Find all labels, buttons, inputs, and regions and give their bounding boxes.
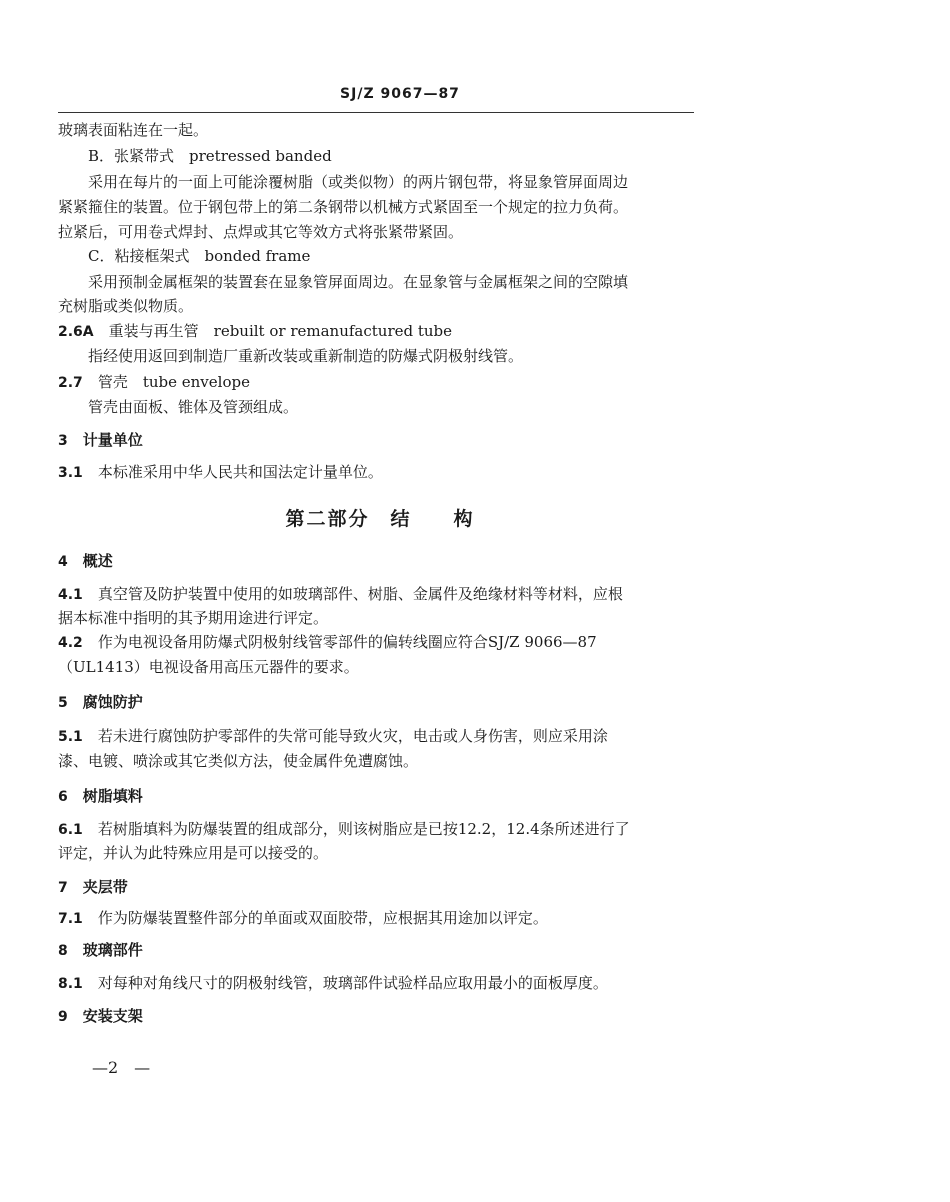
clause-number: 3.1: [58, 465, 83, 481]
clause-text: 对每种对角线尺寸的阴极射线管，玻璃部件试验样品应取用最小的面板厚度。: [97, 974, 608, 992]
section-number: 6: [58, 789, 68, 805]
clause-2-7: [58, 372, 250, 393]
clause-number: 5.1: [58, 729, 83, 745]
section-title: 腐蚀防护: [82, 693, 143, 711]
header-rule: [58, 112, 694, 113]
page-number: —2 —: [92, 1058, 151, 1077]
clause-number: 6.1: [58, 822, 83, 838]
section-title: 安装支架: [82, 1007, 143, 1025]
section-8-heading: [58, 940, 143, 961]
clause-text: 若树脂填料为防爆装置的组成部分，则该树脂应是已按12.2，12.4条所述进行了: [97, 820, 630, 838]
clause-text: 真空管及防护装置中使用的如玻璃部件、树脂、金属件及绝缘材料等材料，应根: [97, 585, 623, 603]
subclause-c: C．粘接框架式 bonded frame: [88, 247, 311, 265]
document-code-header: SJ/Z 9067—87: [340, 86, 460, 102]
clause-text: 作为电视设备用防爆式阴极射线管零部件的偏转线圈应符合SJ/Z 9066—87: [97, 633, 597, 651]
section-9-heading: [58, 1006, 143, 1027]
clause-text: 重装与再生管 rebuilt or remanufactured tube: [108, 322, 453, 340]
section-title: 玻璃部件: [82, 941, 143, 959]
clause-number: 8.1: [58, 976, 83, 992]
clause-7-1: [58, 908, 548, 929]
clause-text: 本标准采用中华人民共和国法定计量单位。: [97, 463, 383, 481]
section-number: 9: [58, 1009, 68, 1025]
text-line: 漆、电镀、喷涂或其它类似方法，使金属件免遭腐蚀。: [58, 752, 419, 770]
text-line: 玻璃表面粘连在一起。: [58, 121, 209, 139]
text-line: 拉紧后，可用卷式焊封、点焊或其它等效方式将张紧带紧固。: [58, 223, 464, 241]
text-line: 据本标准中指明的其予期用途进行评定。: [58, 609, 329, 627]
clause-6-1: [58, 819, 630, 840]
section-3-heading: [58, 430, 143, 451]
subclause-b: B．张紧带式 pretressed banded: [88, 147, 332, 165]
section-6-heading: [58, 786, 143, 807]
section-number: 3: [58, 433, 68, 449]
clause-number: 7.1: [58, 911, 83, 927]
clause-4-1: [58, 584, 623, 605]
text-line: 充树脂或类似物质。: [58, 297, 194, 315]
clause-text: 若未进行腐蚀防护零部件的失常可能导致火灾，电击或人身伤害，则应采用涂: [97, 727, 608, 745]
text-line: 管壳由面板、锥体及管颈组成。: [88, 398, 299, 416]
text-line: 采用预制金属框架的装置套在显象管屏面周边。在显象管与金属框架之间的空隙填: [88, 273, 629, 291]
clause-text: 作为防爆装置整件部分的单面或双面胶带，应根据其用途加以评定。: [97, 909, 548, 927]
section-5-heading: [58, 692, 143, 713]
clause-text: 管壳 tube envelope: [97, 373, 250, 391]
text-line: （UL1413）电视设备用高压元器件的要求。: [58, 658, 359, 676]
text-line: 评定，并认为此特殊应用是可以接受的。: [58, 844, 329, 862]
section-title: 计量单位: [82, 431, 143, 449]
clause-number: 4.1: [58, 587, 83, 603]
clause-number: 2.6A: [58, 324, 94, 340]
clause-5-1: [58, 726, 608, 747]
clause-2-6a: [58, 321, 452, 342]
clause-3-1: [58, 462, 383, 483]
text-line: 指经使用返回到制造厂重新改装或重新制造的防爆式阴极射线管。: [88, 347, 524, 365]
section-number: 4: [58, 554, 68, 570]
section-4-heading: [58, 551, 113, 572]
text-line: 采用在每片的一面上可能涂覆树脂（或类似物）的两片钢包带，将显象管屏面周边: [88, 173, 629, 191]
text-line: 紧紧箍住的装置。位于钢包带上的第二条钢带以机械方式紧固至一个规定的拉力负荷。: [58, 198, 629, 216]
section-title: 概述: [82, 552, 113, 570]
section-number: 8: [58, 943, 68, 959]
clause-number: 4.2: [58, 635, 83, 651]
section-number: 7: [58, 880, 68, 896]
section-title: 树脂填料: [82, 787, 143, 805]
section-7-heading: [58, 877, 128, 898]
section-title: 夹层带: [82, 878, 128, 896]
section-number: 5: [58, 695, 68, 711]
clause-8-1: [58, 973, 608, 994]
part-title: 第二部分 结 构: [285, 508, 475, 530]
clause-number: 2.7: [58, 375, 83, 391]
clause-4-2: [58, 632, 597, 653]
